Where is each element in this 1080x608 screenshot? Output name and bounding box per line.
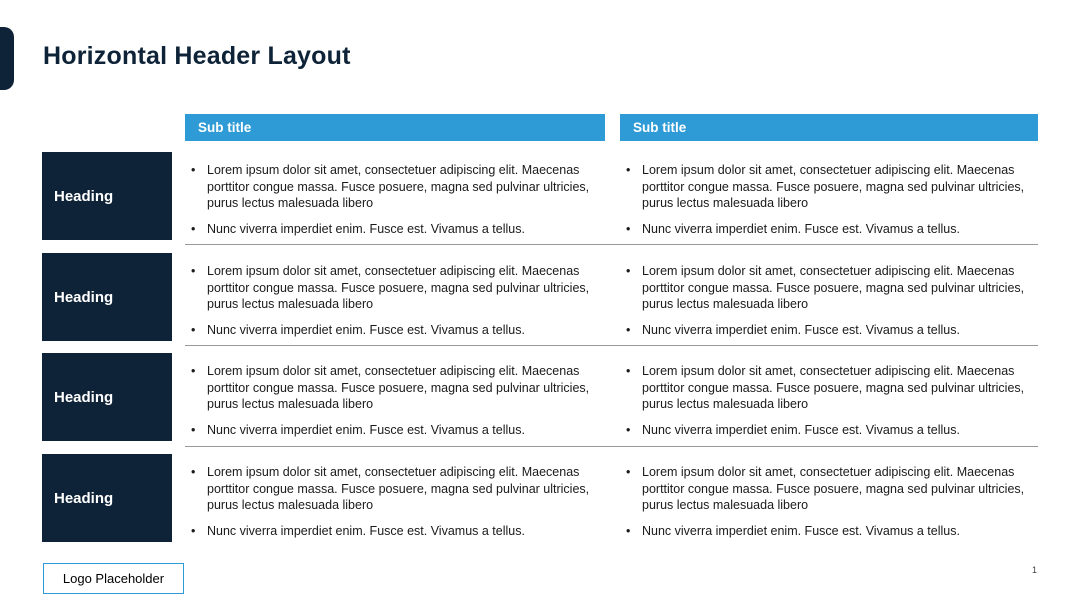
heading-label: Heading	[54, 388, 114, 406]
row-divider	[185, 345, 1038, 346]
bullet-item: • Nunc viverra imperdiet enim. Fusce est. Vivamus a tellus.	[620, 523, 1038, 540]
table-row	[42, 452, 1038, 542]
bullet-list	[185, 363, 605, 447]
bullet-item: • Lorem ipsum dolor sit amet, consectetuer adipiscing elit. Maecenas porttitor congue massa. Fusce posuere, magna sed pulvinar ultricies, purus lectus malesuada libero	[620, 464, 1038, 514]
subtitle-bar-column-1	[185, 114, 605, 141]
subtitle-label: Sub title	[198, 120, 252, 135]
accent-tab	[0, 27, 14, 90]
bullet-list	[185, 464, 605, 548]
table-row	[42, 251, 1038, 346]
logo-placeholder	[43, 563, 184, 594]
bullet-item: • Lorem ipsum dolor sit amet, consectetuer adipiscing elit. Maecenas porttitor congue massa. Fusce posuere, magna sed pulvinar ultricies, purus lectus malesuada libero	[185, 263, 605, 313]
table-row	[42, 351, 1038, 447]
heading-box	[42, 454, 172, 542]
bullet-item: • Lorem ipsum dolor sit amet, consectetuer adipiscing elit. Maecenas porttitor congue massa. Fusce posuere, magna sed pulvinar ultricies, purus lectus malesuada libero	[620, 263, 1038, 313]
row-divider	[185, 446, 1038, 447]
bullet-item: • Nunc viverra imperdiet enim. Fusce est. Vivamus a tellus.	[620, 422, 1038, 439]
subtitle-label: Sub title	[633, 120, 687, 135]
table-row	[42, 150, 1038, 245]
bullet-list	[620, 263, 1038, 347]
bullet-list	[620, 363, 1038, 447]
bullet-item: • Nunc viverra imperdiet enim. Fusce est. Vivamus a tellus.	[185, 221, 605, 238]
bullet-list	[620, 162, 1038, 246]
heading-box	[42, 253, 172, 341]
bullet-list	[185, 263, 605, 347]
bullet-list	[185, 162, 605, 246]
bullet-item: • Lorem ipsum dolor sit amet, consectetuer adipiscing elit. Maecenas porttitor congue massa. Fusce posuere, magna sed pulvinar ultricies, purus lectus malesuada libero	[620, 363, 1038, 413]
bullet-item: • Lorem ipsum dolor sit amet, consectetuer adipiscing elit. Maecenas porttitor congue massa. Fusce posuere, magna sed pulvinar ultricies, purus lectus malesuada libero	[620, 162, 1038, 212]
bullet-item: • Lorem ipsum dolor sit amet, consectetuer adipiscing elit. Maecenas porttitor congue massa. Fusce posuere, magna sed pulvinar ultricies, purus lectus malesuada libero	[185, 363, 605, 413]
heading-box	[42, 152, 172, 240]
bullet-list	[620, 464, 1038, 548]
subtitle-bar-column-2	[620, 114, 1038, 141]
bullet-item: • Nunc viverra imperdiet enim. Fusce est. Vivamus a tellus.	[185, 422, 605, 439]
heading-label: Heading	[54, 187, 114, 205]
row-divider	[185, 244, 1038, 245]
heading-label: Heading	[54, 288, 114, 306]
page-title: Horizontal Header Layout	[43, 42, 351, 70]
bullet-item: • Nunc viverra imperdiet enim. Fusce est. Vivamus a tellus.	[185, 523, 605, 540]
heading-box	[42, 353, 172, 441]
page-number: 1	[1032, 565, 1038, 575]
bullet-item: • Lorem ipsum dolor sit amet, consectetuer adipiscing elit. Maecenas porttitor congue massa. Fusce posuere, magna sed pulvinar ultricies, purus lectus malesuada libero	[185, 162, 605, 212]
bullet-item: • Nunc viverra imperdiet enim. Fusce est. Vivamus a tellus.	[620, 221, 1038, 238]
bullet-item: • Nunc viverra imperdiet enim. Fusce est. Vivamus a tellus.	[620, 322, 1038, 339]
heading-label: Heading	[54, 489, 114, 507]
bullet-item: • Lorem ipsum dolor sit amet, consectetuer adipiscing elit. Maecenas porttitor congue massa. Fusce posuere, magna sed pulvinar ultricies, purus lectus malesuada libero	[185, 464, 605, 514]
logo-placeholder-label: Logo Placeholder	[62, 571, 165, 586]
bullet-item: • Nunc viverra imperdiet enim. Fusce est. Vivamus a tellus.	[185, 322, 605, 339]
